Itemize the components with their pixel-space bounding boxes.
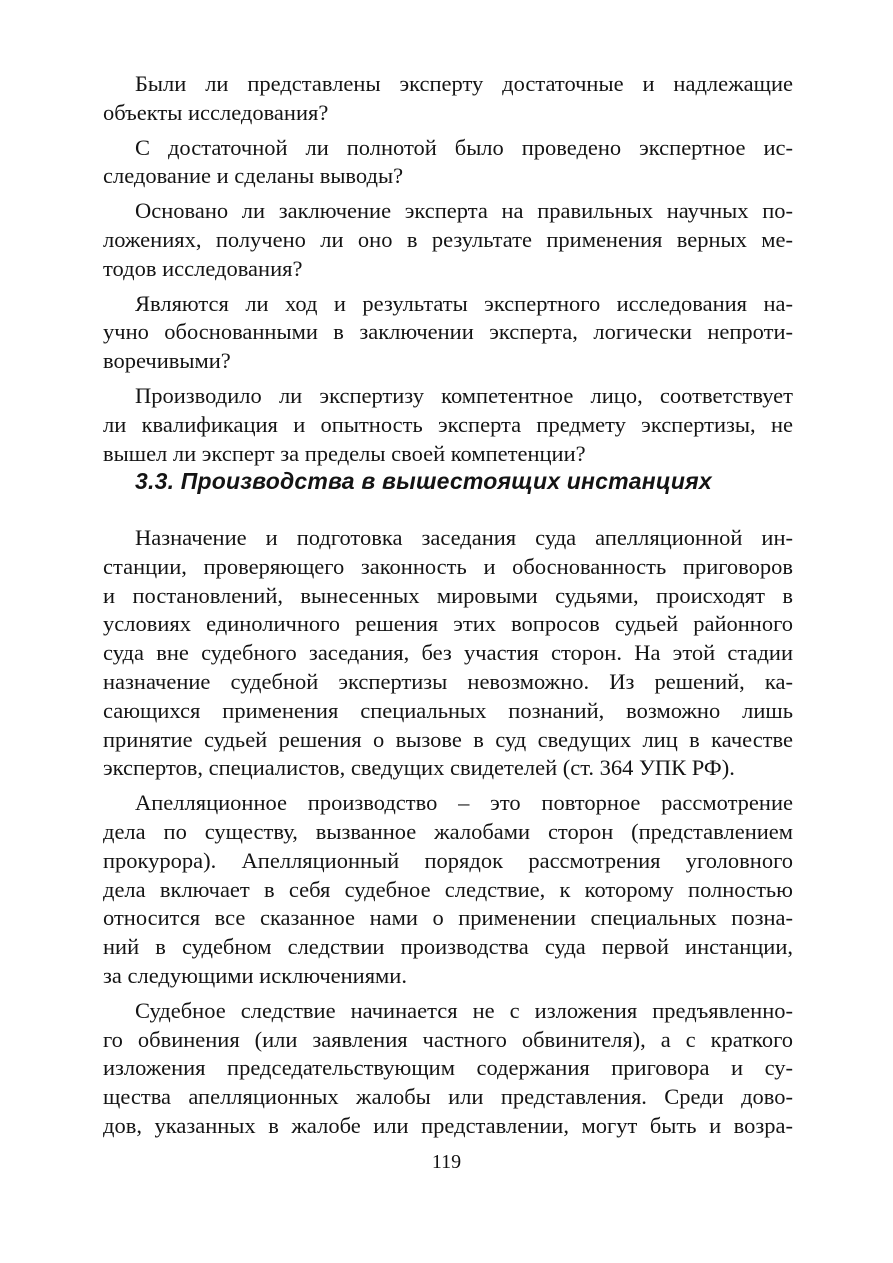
text-line: Апелляционное производство – это повторное рассмотрение: [135, 790, 793, 816]
text-line: щества апелляционных жалобы или представления. Среди дово-: [103, 1084, 793, 1110]
text-line: объекты исследования?: [103, 99, 329, 125]
text-line: следование и сделаны выводы?: [103, 163, 404, 189]
text-line: воречивыми?: [103, 348, 231, 374]
paragraph-question-4: [103, 290, 793, 376]
text-line: учно обоснованными в заключении эксперта, логически непроти-: [103, 319, 793, 345]
text-line: за следующими исключениями.: [103, 962, 407, 988]
text-line: назначение судебной экспертизы невозможно. Из решений, ка-: [103, 668, 793, 694]
text-line: условиях единоличного решения этих вопросов судьей районного: [103, 611, 793, 637]
text-line: экспертов, специалистов, сведущих свидетелей (ст. 364 УПК РФ).: [103, 755, 735, 781]
text-line: Судебное следствие начинается не с изложения предъявленно-: [135, 997, 793, 1023]
text-line: станции, проверяющего законность и обоснованность приговоров: [103, 553, 793, 579]
page-number: 119: [431, 1151, 462, 1173]
paragraph-appeal-preparation: [103, 524, 793, 783]
paragraph-judicial-investigation: [103, 997, 793, 1141]
text-line: сающихся применения специальных познаний, возможно лишь: [103, 697, 793, 723]
text-line: изложения председательствующим содержания приговора и су-: [103, 1055, 793, 1081]
text-line: вышел ли эксперт за пределы своей компетенции?: [103, 440, 586, 466]
text-line: относится все сказанное нами о применении специальных позна-: [103, 905, 793, 931]
text-line: дела по существу, вызванное жалобами сторон (представлением: [103, 818, 793, 844]
section-body: [103, 524, 793, 1147]
text-line: суда вне судебного заседания, без участия сторон. На этой стадии: [103, 640, 793, 666]
top-text-block: [103, 70, 793, 474]
text-line: С достаточной ли полнотой было проведено экспертное ис-: [135, 134, 793, 160]
text-line: дов, указанных в жалобе или представлении, могут быть и возра-: [103, 1112, 793, 1138]
paragraph-question-3: [103, 197, 793, 283]
text-line: Основано ли заключение эксперта на правильных научных по-: [135, 198, 793, 224]
text-line: принятие судьей решения о вызове в суд сведущих лиц в качестве: [103, 726, 793, 752]
text-line: тодов исследования?: [103, 255, 303, 281]
text-line: Производило ли экспертизу компетентное лицо, соответствует: [135, 382, 793, 408]
text-line: Назначение и подготовка заседания суда апелляционной ин-: [135, 525, 793, 550]
text-line: Были ли представлены эксперту достаточные и надлежащие: [135, 71, 793, 96]
paragraph-appeal-proceedings: [103, 789, 793, 991]
section-heading: 3.3. Производства в вышестоящих инстанциях: [135, 468, 712, 494]
text-line: и постановлений, вынесенных мировыми судьями, происходят в: [103, 582, 793, 608]
text-line: прокурора). Апелляционный порядок рассмотрения уголовного: [103, 847, 793, 873]
text-line: Являются ли ход и результаты экспертного исследования на-: [135, 290, 793, 316]
text-line: дела включает в себя судебное следствие, к которому полностью: [103, 876, 793, 902]
text-line: го обвинения (или заявления частного обвинителя), а с краткого: [103, 1026, 793, 1052]
paragraph-question-2: [103, 134, 793, 192]
text-line: ний в судебном следствии производства суда первой инстанции,: [103, 934, 793, 960]
text-line: ли квалификация и опытность эксперта предмету экспертизы, не: [103, 411, 793, 437]
text-line: ложениях, получено ли оно в результате применения верных ме-: [103, 226, 793, 252]
paragraph-question-1: [103, 70, 793, 128]
paragraph-question-5: [103, 382, 793, 468]
